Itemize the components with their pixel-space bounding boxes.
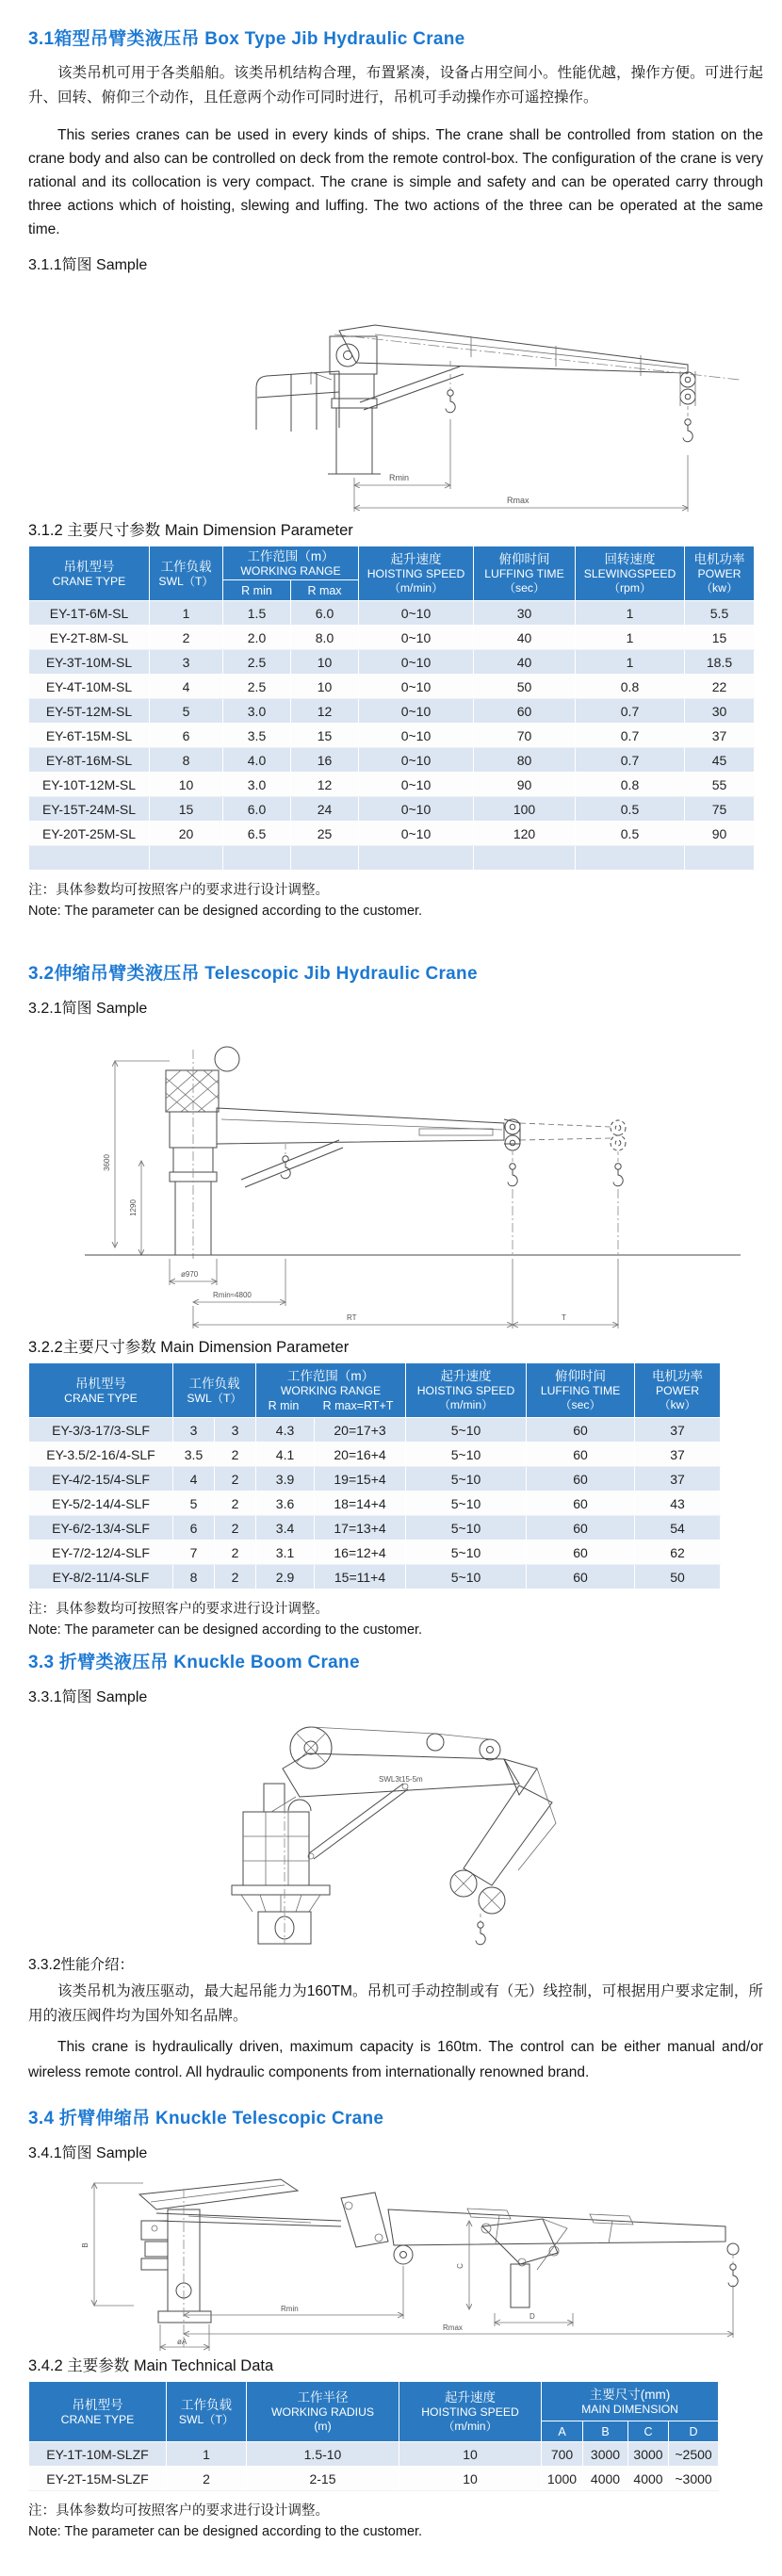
col-header-working-range: 工作范围（m） WORKING RANGE bbox=[223, 546, 359, 580]
table-row bbox=[29, 1443, 721, 1467]
dim-a-label: øA bbox=[177, 2338, 187, 2346]
table-cell: 1 bbox=[576, 650, 685, 675]
table-cell: 18.5 bbox=[685, 650, 755, 675]
col-header-rmin: R min bbox=[223, 580, 291, 601]
table-cell: 0~10 bbox=[359, 650, 474, 675]
table-cell: 4 bbox=[150, 675, 223, 699]
table-cell: EY-3.5/2-16/4-SLF bbox=[29, 1443, 173, 1467]
pedestal-base bbox=[232, 1804, 330, 1944]
table-cell: 37 bbox=[635, 1467, 721, 1492]
table-cell: 3.0 bbox=[223, 699, 291, 724]
table-row bbox=[29, 1565, 721, 1590]
knuckle-arm bbox=[450, 1769, 556, 1914]
table-cell: 2.0 bbox=[223, 626, 291, 650]
col-header-dim-b: B bbox=[583, 2421, 628, 2442]
dim-rmin-label: Rmin bbox=[281, 2305, 299, 2313]
table-cell: EY-3T-10M-SL bbox=[29, 650, 150, 675]
telescopic-boom bbox=[217, 1108, 626, 1187]
table-cell: 10 bbox=[150, 773, 223, 797]
section-3-4-heading: 3.4 折臂伸缩吊 Knuckle Telescopic Crane bbox=[28, 2109, 384, 2128]
table-cell: 3 bbox=[173, 1418, 215, 1443]
table-cell: 120 bbox=[474, 822, 576, 846]
folded-boom-assembly bbox=[139, 2179, 341, 2347]
table-cell: 0.8 bbox=[576, 773, 685, 797]
col-header-luffing-time: 俯仰时间 LUFFING TIME （sec） bbox=[474, 546, 576, 601]
table-cell: 700 bbox=[542, 2442, 583, 2467]
table-cell: ~2500 bbox=[669, 2442, 719, 2467]
table-cell bbox=[685, 846, 755, 871]
table-cell: 0~10 bbox=[359, 748, 474, 773]
note-3-2 bbox=[28, 1599, 763, 1640]
table-body bbox=[29, 1418, 721, 1590]
table-cell: 5~10 bbox=[406, 1418, 527, 1443]
table-cell: 4.0 bbox=[223, 748, 291, 773]
col-header-rmax: R max=RT+T bbox=[322, 1398, 394, 1412]
table-cell: EY-2T-15M-SLZF bbox=[29, 2467, 167, 2491]
table-body bbox=[29, 601, 755, 871]
section-3-3-heading: 3.3 折臂类液压吊 Knuckle Boom Crane bbox=[28, 1653, 360, 1672]
table-cell: EY-5T-12M-SL bbox=[29, 699, 150, 724]
col-header-power: 电机功率 POWER （kw） bbox=[635, 1363, 721, 1418]
note-3-1 bbox=[28, 880, 763, 921]
table-cell: 4.1 bbox=[256, 1443, 315, 1467]
table-cell: 2 bbox=[215, 1565, 256, 1590]
table-row bbox=[29, 1418, 721, 1443]
table-cell: 10 bbox=[291, 650, 359, 675]
table-cell: 5~10 bbox=[406, 1492, 527, 1516]
table-cell: 5~10 bbox=[406, 1443, 527, 1467]
table-cell: 12 bbox=[291, 699, 359, 724]
col-header-crane-type: 吊机型号 CRANE TYPE bbox=[29, 2382, 167, 2442]
col-header-hoisting-speed: 起升速度 HOISTING SPEED （m/min） bbox=[399, 2382, 542, 2442]
table-row bbox=[29, 626, 755, 650]
table-cell: 40 bbox=[474, 626, 576, 650]
table-cell: 20 bbox=[150, 822, 223, 846]
table-cell: 3.6 bbox=[256, 1492, 315, 1516]
table-cell: 37 bbox=[685, 724, 755, 748]
table-cell: 60 bbox=[527, 1467, 635, 1492]
table-cell: 2 bbox=[215, 1541, 256, 1565]
table-body bbox=[29, 2442, 719, 2491]
dim-rt-label: RT bbox=[347, 1313, 357, 1322]
note-cn: 注：具体参数均可按照客户的要求进行设计调整。 bbox=[28, 883, 329, 898]
table-cell: 0~10 bbox=[359, 773, 474, 797]
table-cell: 4.3 bbox=[256, 1418, 315, 1443]
table-cell: 5 bbox=[173, 1492, 215, 1516]
dim-d-label: D bbox=[529, 2312, 535, 2321]
table-cell: 5~10 bbox=[406, 1565, 527, 1590]
table-cell: 2 bbox=[150, 626, 223, 650]
dim-t-label: T bbox=[562, 1313, 566, 1322]
table-row bbox=[29, 650, 755, 675]
table-cell: 2.5 bbox=[223, 650, 291, 675]
boom-tip-hook bbox=[727, 2243, 739, 2287]
dimension-heading-3-2-2: 3.2.2主要尺寸参数 Main Dimension Parameter bbox=[28, 1339, 350, 1356]
table-cell: 0~10 bbox=[359, 601, 474, 626]
knuckle-boom-crane-drawing bbox=[28, 1710, 754, 1946]
table-cell: 0.8 bbox=[576, 675, 685, 699]
table-cell: 3.4 bbox=[256, 1516, 315, 1541]
dim-c-label: C bbox=[456, 2263, 464, 2269]
note-en: Note: The parameter can be designed according to the customer. bbox=[28, 2524, 423, 2539]
table-row bbox=[29, 773, 755, 797]
table-cell: 6.0 bbox=[223, 797, 291, 822]
table-cell: 0~10 bbox=[359, 626, 474, 650]
dim-b-label: B bbox=[81, 2242, 90, 2248]
table-cell bbox=[29, 846, 150, 871]
table-cell: 4000 bbox=[583, 2467, 628, 2491]
section-3-1-heading: 3.1箱型吊臂类液压吊 Box Type Jib Hydraulic Crane bbox=[28, 29, 465, 49]
table-cell: 6.5 bbox=[223, 822, 291, 846]
table-cell: 15=11+4 bbox=[315, 1565, 406, 1590]
table-cell: 2.9 bbox=[256, 1565, 315, 1590]
col-header-swl: 工作负载 SWL（T） bbox=[173, 1363, 256, 1418]
table-row bbox=[29, 1492, 721, 1516]
folded-side-view bbox=[456, 2219, 573, 2326]
table-cell: EY-1T-10M-SLZF bbox=[29, 2442, 167, 2467]
table-cell bbox=[150, 846, 223, 871]
main-dimension-table-box-jib bbox=[28, 546, 755, 871]
dim-3600-label: 3600 bbox=[103, 1154, 111, 1171]
table-cell: 12 bbox=[291, 773, 359, 797]
table-cell: 5 bbox=[150, 699, 223, 724]
table-cell: 0.7 bbox=[576, 748, 685, 773]
table-cell: 37 bbox=[635, 1418, 721, 1443]
table-cell: 5~10 bbox=[406, 1516, 527, 1541]
hook-main bbox=[508, 1151, 517, 1255]
pedestal-height-dimension bbox=[129, 1161, 141, 1255]
table-cell: 5.5 bbox=[685, 601, 755, 626]
col-header-main-dimension: 主要尺寸(mm) MAIN DIMENSION bbox=[542, 2382, 719, 2421]
table-cell: EY-6/2-13/4-SLF bbox=[29, 1516, 173, 1541]
handrail bbox=[256, 371, 339, 432]
table-cell: 2-15 bbox=[247, 2467, 399, 2491]
table-cell: 37 bbox=[635, 1443, 721, 1467]
dimension-heading-3-4-2: 3.4.2 主要参数 Main Technical Data bbox=[28, 2357, 274, 2374]
pedestal-cage bbox=[243, 1784, 311, 1885]
table-cell: 15 bbox=[150, 797, 223, 822]
table-cell: 17=13+4 bbox=[315, 1516, 406, 1541]
crane-pedestal bbox=[311, 336, 381, 474]
crane-pedestal bbox=[166, 1047, 239, 1259]
telescopic-jib-crane-drawing bbox=[28, 1021, 754, 1332]
note-cn: 注：具体参数均可按照客户的要求进行设计调整。 bbox=[28, 2503, 329, 2519]
table-cell: EY-8T-16M-SL bbox=[29, 748, 150, 773]
table-row bbox=[29, 822, 755, 846]
table-cell: 4000 bbox=[628, 2467, 669, 2491]
col-header-slewing-speed: 回转速度 SLEWINGSPEED （rpm） bbox=[576, 546, 685, 601]
table-cell: 10 bbox=[291, 675, 359, 699]
dimension-lines bbox=[170, 1259, 618, 1329]
table-cell: EY-10T-12M-SL bbox=[29, 773, 150, 797]
table-row bbox=[29, 724, 755, 748]
col-header-dim-c: C bbox=[628, 2421, 669, 2442]
knuckle-telescopic-crane-drawing bbox=[28, 2166, 754, 2351]
table-cell: 6 bbox=[150, 724, 223, 748]
table-cell: 15 bbox=[685, 626, 755, 650]
table-cell: 20=17+3 bbox=[315, 1418, 406, 1443]
table-cell: 3.9 bbox=[256, 1467, 315, 1492]
table-cell: 10 bbox=[399, 2467, 542, 2491]
table-row bbox=[29, 846, 755, 871]
table-cell: 75 bbox=[685, 797, 755, 822]
col-header-crane-type: 吊机型号 CRANE TYPE bbox=[29, 546, 150, 601]
table-cell: 60 bbox=[527, 1516, 635, 1541]
col-header-power: 电机功率 POWER （kw） bbox=[685, 546, 755, 601]
table-cell: 6.0 bbox=[291, 601, 359, 626]
table-cell: 60 bbox=[527, 1541, 635, 1565]
sample-heading-3-1-1: 3.1.1简图 Sample bbox=[28, 257, 148, 273]
table-cell: EY-3/3-17/3-SLF bbox=[29, 1418, 173, 1443]
table-cell: 60 bbox=[527, 1443, 635, 1467]
dimension-heading-3-1-2: 3.1.2 主要尺寸参数 Main Dimension Parameter bbox=[28, 522, 353, 539]
table-cell: 0~10 bbox=[359, 724, 474, 748]
section-3-3-paragraph-cn: 该类吊机为液压驱动，最大起吊能力为160TM。吊机可手动控制或有（无）线控制，可根据用户要求定制，所用的液压阀件均为国外知名品牌。 bbox=[28, 1983, 763, 2024]
table-cell: 1 bbox=[150, 601, 223, 626]
table-cell: 5~10 bbox=[406, 1541, 527, 1565]
rmax-dimension-label: Rmax bbox=[507, 496, 529, 505]
rmin-dimension-label: Rmin bbox=[389, 473, 410, 482]
note-en: Note: The parameter can be designed according to the customer. bbox=[28, 904, 423, 919]
table-cell: EY-15T-24M-SL bbox=[29, 797, 150, 822]
table-cell: 3.1 bbox=[256, 1541, 315, 1565]
dim-rmax-label: Rmax bbox=[443, 2323, 463, 2332]
table-cell: ~3000 bbox=[669, 2467, 719, 2491]
table-cell: 3000 bbox=[628, 2442, 669, 2467]
table-cell: 24 bbox=[291, 797, 359, 822]
performance-heading-3-3-2: 3.3.2性能介绍： bbox=[28, 1957, 134, 1973]
table-cell: 3.0 bbox=[223, 773, 291, 797]
load-hook bbox=[476, 1914, 485, 1945]
table-cell: 100 bbox=[474, 797, 576, 822]
table-cell: 16 bbox=[291, 748, 359, 773]
note-3-4 bbox=[28, 2501, 763, 2542]
table-cell: 25 bbox=[291, 822, 359, 846]
table-cell: 3.5 bbox=[173, 1443, 215, 1467]
sample-heading-3-3-1: 3.3.1简图 Sample bbox=[28, 1689, 148, 1705]
table-cell: 0~10 bbox=[359, 699, 474, 724]
dim-rmin-label: Rmin≈4800 bbox=[213, 1291, 252, 1299]
table-cell: 22 bbox=[685, 675, 755, 699]
table-row bbox=[29, 601, 755, 626]
table-cell: 0~10 bbox=[359, 797, 474, 822]
table-cell: 60 bbox=[527, 1418, 635, 1443]
table-cell: 8.0 bbox=[291, 626, 359, 650]
table-cell: 1000 bbox=[542, 2467, 583, 2491]
table-cell: 70 bbox=[474, 724, 576, 748]
table-row bbox=[29, 2467, 719, 2491]
swl-capacity-label: SWL3t15-5m bbox=[379, 1775, 423, 1784]
table-cell: 2 bbox=[215, 1467, 256, 1492]
box-jib-crane-drawing bbox=[28, 278, 754, 515]
table-cell: 8 bbox=[150, 748, 223, 773]
table-cell: EY-5/2-14/4-SLF bbox=[29, 1492, 173, 1516]
table-cell: 4 bbox=[173, 1467, 215, 1492]
table-cell: 62 bbox=[635, 1541, 721, 1565]
table-cell bbox=[474, 846, 576, 871]
table-row bbox=[29, 2442, 719, 2467]
table-cell: 8 bbox=[173, 1565, 215, 1590]
note-en: Note: The parameter can be designed according to the customer. bbox=[28, 1622, 423, 1638]
table-cell: 40 bbox=[474, 650, 576, 675]
table-cell: EY-2T-8M-SL bbox=[29, 626, 150, 650]
section-3-2-heading: 3.2伸缩吊臂类液压吊 Telescopic Jib Hydraulic Crane bbox=[28, 964, 478, 984]
table-cell: 50 bbox=[474, 675, 576, 699]
table-cell: 90 bbox=[685, 822, 755, 846]
table-cell: 0.5 bbox=[576, 797, 685, 822]
table-cell: EY-4T-10M-SL bbox=[29, 675, 150, 699]
table-row bbox=[29, 797, 755, 822]
luffing-cylinder bbox=[308, 1784, 408, 1859]
table-cell: 15 bbox=[291, 724, 359, 748]
table-cell: 1.5 bbox=[223, 601, 291, 626]
table-cell: 3000 bbox=[583, 2442, 628, 2467]
hook-extended bbox=[613, 1151, 623, 1255]
col-header-dim-a: A bbox=[542, 2421, 583, 2442]
table-cell: 30 bbox=[685, 699, 755, 724]
telescopic-boom bbox=[388, 2209, 725, 2264]
knuckle-joint bbox=[341, 2193, 388, 2247]
section-3-3-paragraph-en: This crane is hydraulically driven, maximum capacity is 160tm. The control can be either manual and/or wireless remote control. All hydraulic components from internationally renowned brand. bbox=[28, 2039, 763, 2080]
col-header-crane-type: 吊机型号 CRANE TYPE bbox=[29, 1363, 173, 1418]
table-cell: 6 bbox=[173, 1516, 215, 1541]
col-header-working-radius: 工作半径 WORKING RADIUS (m) bbox=[247, 2382, 399, 2442]
col-header-rmax: R max bbox=[291, 580, 359, 601]
table-cell: 55 bbox=[685, 773, 755, 797]
col-header-swl: 工作负载 SWL（T） bbox=[167, 2382, 247, 2442]
table-row bbox=[29, 699, 755, 724]
table-cell: 43 bbox=[635, 1492, 721, 1516]
table-cell bbox=[223, 846, 291, 871]
table-cell: 90 bbox=[474, 773, 576, 797]
table-cell: EY-6T-15M-SL bbox=[29, 724, 150, 748]
table-row bbox=[29, 1541, 721, 1565]
table-cell: 2 bbox=[215, 1492, 256, 1516]
table-cell: 1.5-10 bbox=[247, 2442, 399, 2467]
table-cell: 54 bbox=[635, 1516, 721, 1541]
col-header-working-range: 工作范围（m） WORKING RANGE R min R max=RT+T bbox=[256, 1363, 406, 1418]
table-cell: 2.5 bbox=[223, 675, 291, 699]
table-cell: 19=15+4 bbox=[315, 1467, 406, 1492]
table-cell: 2 bbox=[215, 1516, 256, 1541]
table-cell: 1 bbox=[576, 626, 685, 650]
table-row bbox=[29, 748, 755, 773]
table-cell: 18=14+4 bbox=[315, 1492, 406, 1516]
sample-heading-3-2-1: 3.2.1简图 Sample bbox=[28, 1001, 148, 1017]
table-cell bbox=[291, 846, 359, 871]
table-cell: 20=16+4 bbox=[315, 1443, 406, 1467]
table-cell: 0~10 bbox=[359, 822, 474, 846]
table-cell: 60 bbox=[527, 1492, 635, 1516]
table-cell: 3 bbox=[150, 650, 223, 675]
dimension-lines bbox=[160, 2266, 733, 2351]
mid-load-hook bbox=[281, 1144, 290, 1179]
table-cell: EY-7/2-12/4-SLF bbox=[29, 1541, 173, 1565]
main-technical-data-table bbox=[28, 2381, 719, 2491]
table-cell: 50 bbox=[635, 1565, 721, 1590]
col-header-dim-d: D bbox=[669, 2421, 719, 2442]
table-cell: EY-8/2-11/4-SLF bbox=[29, 1565, 173, 1590]
height-dimension bbox=[103, 1061, 170, 1247]
table-cell: 30 bbox=[474, 601, 576, 626]
table-cell: 0.5 bbox=[576, 822, 685, 846]
table-cell: 10 bbox=[399, 2442, 542, 2467]
table-cell: 45 bbox=[685, 748, 755, 773]
table-row bbox=[29, 675, 755, 699]
col-header-rmin: R min bbox=[268, 1398, 300, 1412]
note-cn: 注：具体参数均可按照客户的要求进行设计调整。 bbox=[28, 1602, 329, 1617]
table-cell: 0.7 bbox=[576, 724, 685, 748]
table-cell: EY-4/2-15/4-SLF bbox=[29, 1467, 173, 1492]
table-cell bbox=[576, 846, 685, 871]
main-dimension-table-telescopic bbox=[28, 1362, 721, 1590]
table-cell: 60 bbox=[527, 1565, 635, 1590]
table-cell: 0.7 bbox=[576, 699, 685, 724]
table-cell: 5~10 bbox=[406, 1467, 527, 1492]
crane-boom bbox=[334, 325, 740, 410]
col-header-hoisting-speed: 起升速度 HOISTING SPEED （m/min） bbox=[406, 1363, 527, 1418]
col-header-swl: 工作负载 SWL（T） bbox=[150, 546, 223, 601]
table-cell bbox=[359, 846, 474, 871]
col-header-hoisting-speed: 起升速度 HOISTING SPEED （m/min） bbox=[359, 546, 474, 601]
b-dimension bbox=[81, 2183, 143, 2306]
main-jib bbox=[283, 1727, 537, 1797]
table-row bbox=[29, 1467, 721, 1492]
table-cell: EY-20T-25M-SL bbox=[29, 822, 150, 846]
dimension-lines bbox=[354, 419, 688, 512]
table-cell: 1 bbox=[576, 601, 685, 626]
table-cell: 16=12+4 bbox=[315, 1541, 406, 1565]
table-cell: 1 bbox=[167, 2442, 247, 2467]
table-cell: 80 bbox=[474, 748, 576, 773]
table-cell: 7 bbox=[173, 1541, 215, 1565]
section-3-1-paragraph-en: This series cranes can be used in every kinds of ships. The crane shall be controlled from station on the crane body and also can be controlled on deck from the remote control-box. The configuration of the crane is very rational and its collocation is very compact. The crane is simple and safety and can be operated carry through three actions which of hoisting, slewing and luffing. The two actions of the three can be operated at the same time. bbox=[28, 127, 763, 237]
table-cell: 3.5 bbox=[223, 724, 291, 748]
table-cell: 2 bbox=[167, 2467, 247, 2491]
col-header-luffing-time: 俯仰时间 LUFFING TIME （sec） bbox=[527, 1363, 635, 1418]
table-row bbox=[29, 1516, 721, 1541]
table-cell: EY-1T-6M-SL bbox=[29, 601, 150, 626]
table-cell: 2 bbox=[215, 1443, 256, 1467]
sample-heading-3-4-1: 3.4.1简图 Sample bbox=[28, 2145, 148, 2161]
dim-970-label: ø970 bbox=[181, 1270, 199, 1279]
table-cell: 60 bbox=[474, 699, 576, 724]
section-3-1-paragraph-cn: 该类吊机可用于各类船舶。该类吊机结构合理，布置紧凑，设备占用空间小。性能优越，操作方便。可进行起升、回转、俯仰三个动作，且任意两个动作可同时进行，吊机可手动操作亦可遥控操作。 bbox=[28, 65, 763, 106]
dim-1290-label: 1290 bbox=[129, 1199, 138, 1216]
boom-tip-hook bbox=[680, 371, 695, 442]
table-cell: 0~10 bbox=[359, 675, 474, 699]
table-cell: 3 bbox=[215, 1418, 256, 1443]
